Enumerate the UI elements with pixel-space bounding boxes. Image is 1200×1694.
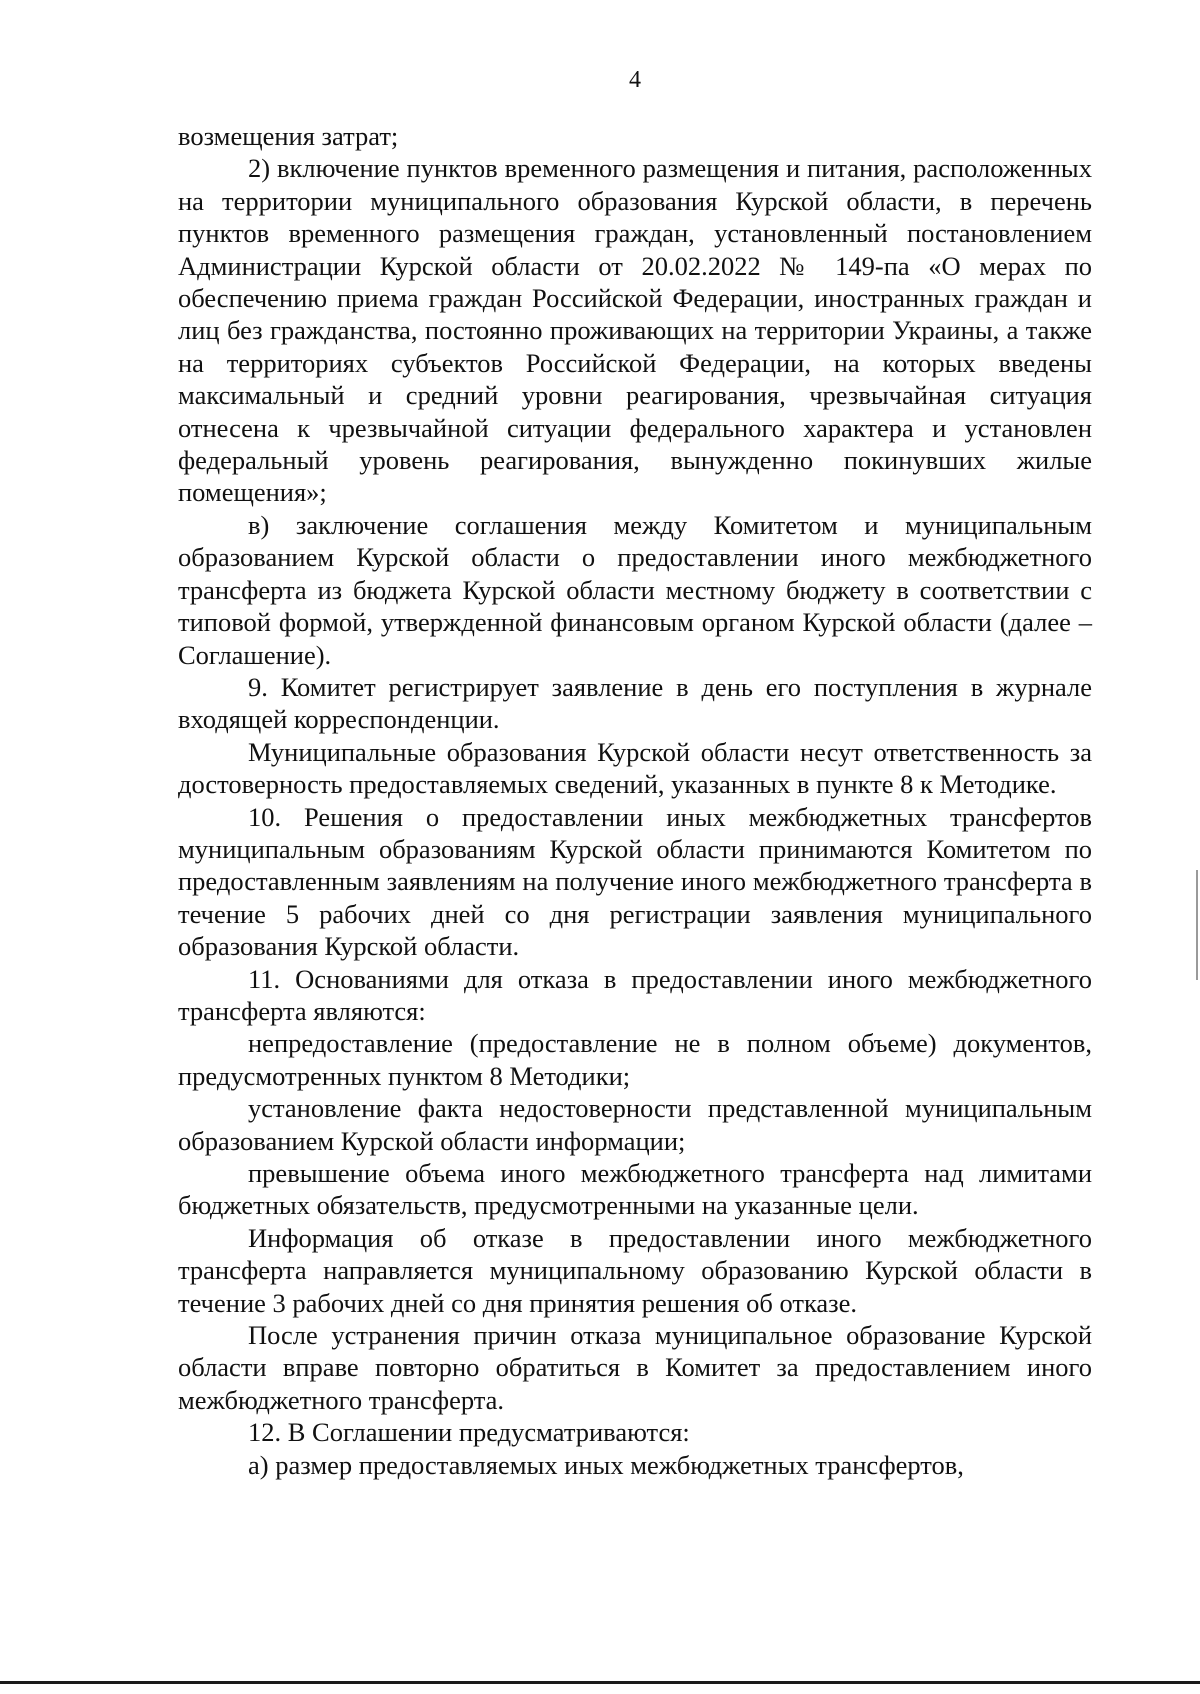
paragraph-13: 12. В Соглашении предусматриваются: bbox=[248, 1417, 690, 1448]
paragraph-11: Информация об отказе в предоставлении иного межбюджетного трансферта направляется муниципальному образованию Курской области в течение 3 рабочих дней со дня принятия решения об отказе. bbox=[178, 1222, 1092, 1318]
document-body bbox=[178, 120, 1092, 1481]
scan-edge-bottom bbox=[0, 1681, 1200, 1684]
paragraph-12: После устранения причин отказа муниципальное образование Курской области вправе повторно обратиться в Комитет за предоставлением иного межбюджетного трансферта. bbox=[178, 1320, 1092, 1415]
paragraph-5: Муниципальные образования Курской области несут ответственность за достоверность предоставляемых сведений, указанных в пункте 8 к Методике. bbox=[178, 736, 1092, 800]
scan-edge-right bbox=[1196, 870, 1198, 980]
page-number: 4 bbox=[629, 67, 641, 93]
paragraph-14: а) размер предоставляемых иных межбюджетных трансфертов, bbox=[248, 1449, 964, 1480]
paragraph-4: 9. Комитет регистрирует заявление в день его поступления в журнале входящей корреспонденции. bbox=[178, 671, 1092, 735]
paragraph-3: в) заключение соглашения между Комитетом и муниципальным образованием Курской области о предоставлении иного межбюджетного трансферта из бюджета Курской области местному бюджету в соответствии с типовой формой, утвержденной финансовым органом Курской области (далее – Соглашение). bbox=[178, 509, 1092, 670]
paragraph-9: установление факта недостоверности представленной муниципальным образованием Курской области информации; bbox=[178, 1093, 1092, 1156]
paragraph-7: 11. Основаниями для отказа в предоставлении иного межбюджетного трансферта являются: bbox=[178, 963, 1092, 1026]
paragraph-8: непредоставление (предоставление не в полном объеме) документов, предусмотренных пунктом 8 Методики; bbox=[178, 1028, 1092, 1091]
paragraph-2: 2) включение пунктов временного размещения и питания, расположенных на территории муниципального образования Курской области, в перечень пунктов временного размещения граждан, установленный постановлением Администрации Курской области от 20.02.2022 № 149-па «О мерах по обеспечению приема граждан Российской Федерации, иностранных граждан и лиц без гражданства, постоянно проживающих на территории Украины, а также на территориях субъектов Российской Федерации, на которых введены максимальный и средний уровни реагирования, чрезвычайная ситуация отнесена к чрезвычайной ситуации федерального характера и установлен федеральный уровень реагирования, вынужденно покинувших жилые помещения»; bbox=[178, 153, 1092, 508]
paragraph-6: 10. Решения о предоставлении иных межбюджетных трансфертов муниципальным образованиям Курской области принимаются Комитетом по предоставленным заявлениям на получение иного межбюджетного трансферта в течение 5 рабочих дней со дня регистрации заявления муниципального образования Курской области. bbox=[178, 801, 1092, 962]
paragraph-1: возмещения затрат; bbox=[178, 121, 399, 151]
paragraph-10: превышение объема иного межбюджетного трансферта над лимитами бюджетных обязательств, предусмотренными на указанные цели. bbox=[178, 1158, 1092, 1221]
